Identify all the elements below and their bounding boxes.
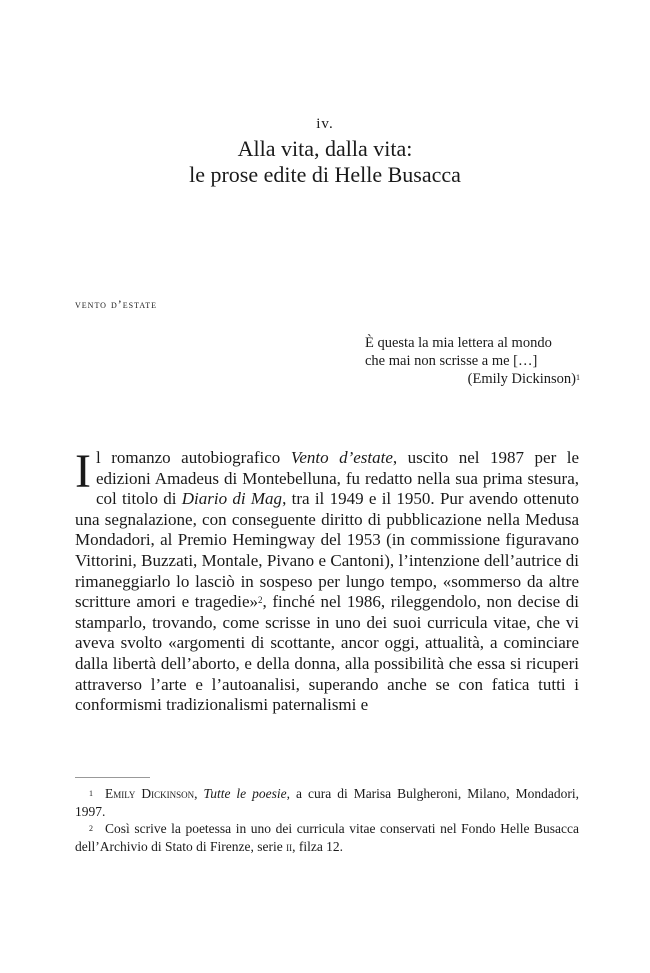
epigraph-attribution — [365, 370, 580, 388]
footnotes — [75, 785, 579, 855]
chapter-title-line-1: Alla vita, dalla vita: — [237, 136, 413, 161]
drop-cap: I — [75, 445, 91, 498]
section-heading: vento d’estate — [75, 297, 157, 311]
footnote-1 — [75, 785, 579, 820]
footnote-ref-2[interactable]: 2 — [258, 595, 263, 606]
footnote-sep: , — [194, 786, 204, 801]
footnote-number-1: 1 — [89, 789, 93, 798]
body-text-1: l romanzo autobiografico — [95, 448, 291, 467]
book-title-diario: Diario di Mag — [181, 489, 283, 509]
footnote-2 — [75, 820, 579, 855]
epigraph — [365, 334, 580, 388]
chapter-number: iv. — [316, 116, 334, 132]
chapter-title — [0, 136, 650, 188]
body-text-4: , finché nel 1986, rileggendolo, non decise di stamparlo, trovando, come scrisse in uno dei suoi curricula vitae, che vi aveva svolto «argomenti di scottante, ancor oggi, attualità, a cominciare dalla libertà dell’aborto, e della donna, alla possibilità che essa si ricuperi attraverso l’arte e l’autoanalisi, superando anche se con fatica tutti i conformismi tradizionalismi paternalismi e — [75, 592, 579, 715]
footnote-1-rest: , a cura di Marisa Bulgheroni, Milano, Mondadori, 1997. — [75, 786, 579, 819]
footnote-2-text-2: , filza 12. — [292, 838, 344, 854]
body-text-3: , tra il 1949 e il 1950. Pur avendo ottenuto una segnalazione, con conseguente diritto di pubblicazione nella Medusa Mondadori, al Premio Hemingway del 1953 (in commissione figuravano Vittorini, Buzzati, Montale, Pivano e Cantoni), l’intenzione dell’autrice di rimaneggiarlo lo lasciò in sospeso per lungo tempo, «sommerso da altre scritture amori e tragedie» — [75, 489, 579, 612]
footnote-divider — [75, 777, 150, 778]
footnote-ref-1[interactable]: 1 — [576, 373, 580, 382]
footnote-2-text-1: Così scrive la poetessa in uno dei curricula vitae conservati nel Fondo Helle Busacca dell’Archivio di Stato di Firenze, serie — [75, 821, 579, 854]
footnote-number-2: 2 — [89, 824, 93, 833]
epigraph-author: (Emily Dickinson) — [467, 371, 576, 387]
footnote-2-series: ii — [286, 838, 293, 854]
footnote-book-title: Tutte le poesie — [203, 786, 287, 801]
footnote-author: Emily Dickinson — [105, 786, 195, 801]
body-paragraph — [75, 445, 579, 716]
body-text-2: , uscito nel 1987 per le edizioni Amadeus di Montebelluna, fu redatto nella sua prima stesura, col titolo di — [95, 448, 579, 509]
book-title-vento: Vento d’estate — [290, 448, 393, 467]
epigraph-line-1: È questa la mia lettera al mondo — [365, 335, 552, 351]
chapter-title-line-2: le prose edite di Helle Busacca — [189, 162, 461, 187]
epigraph-line-2: che mai non scrisse a me […] — [365, 353, 538, 369]
